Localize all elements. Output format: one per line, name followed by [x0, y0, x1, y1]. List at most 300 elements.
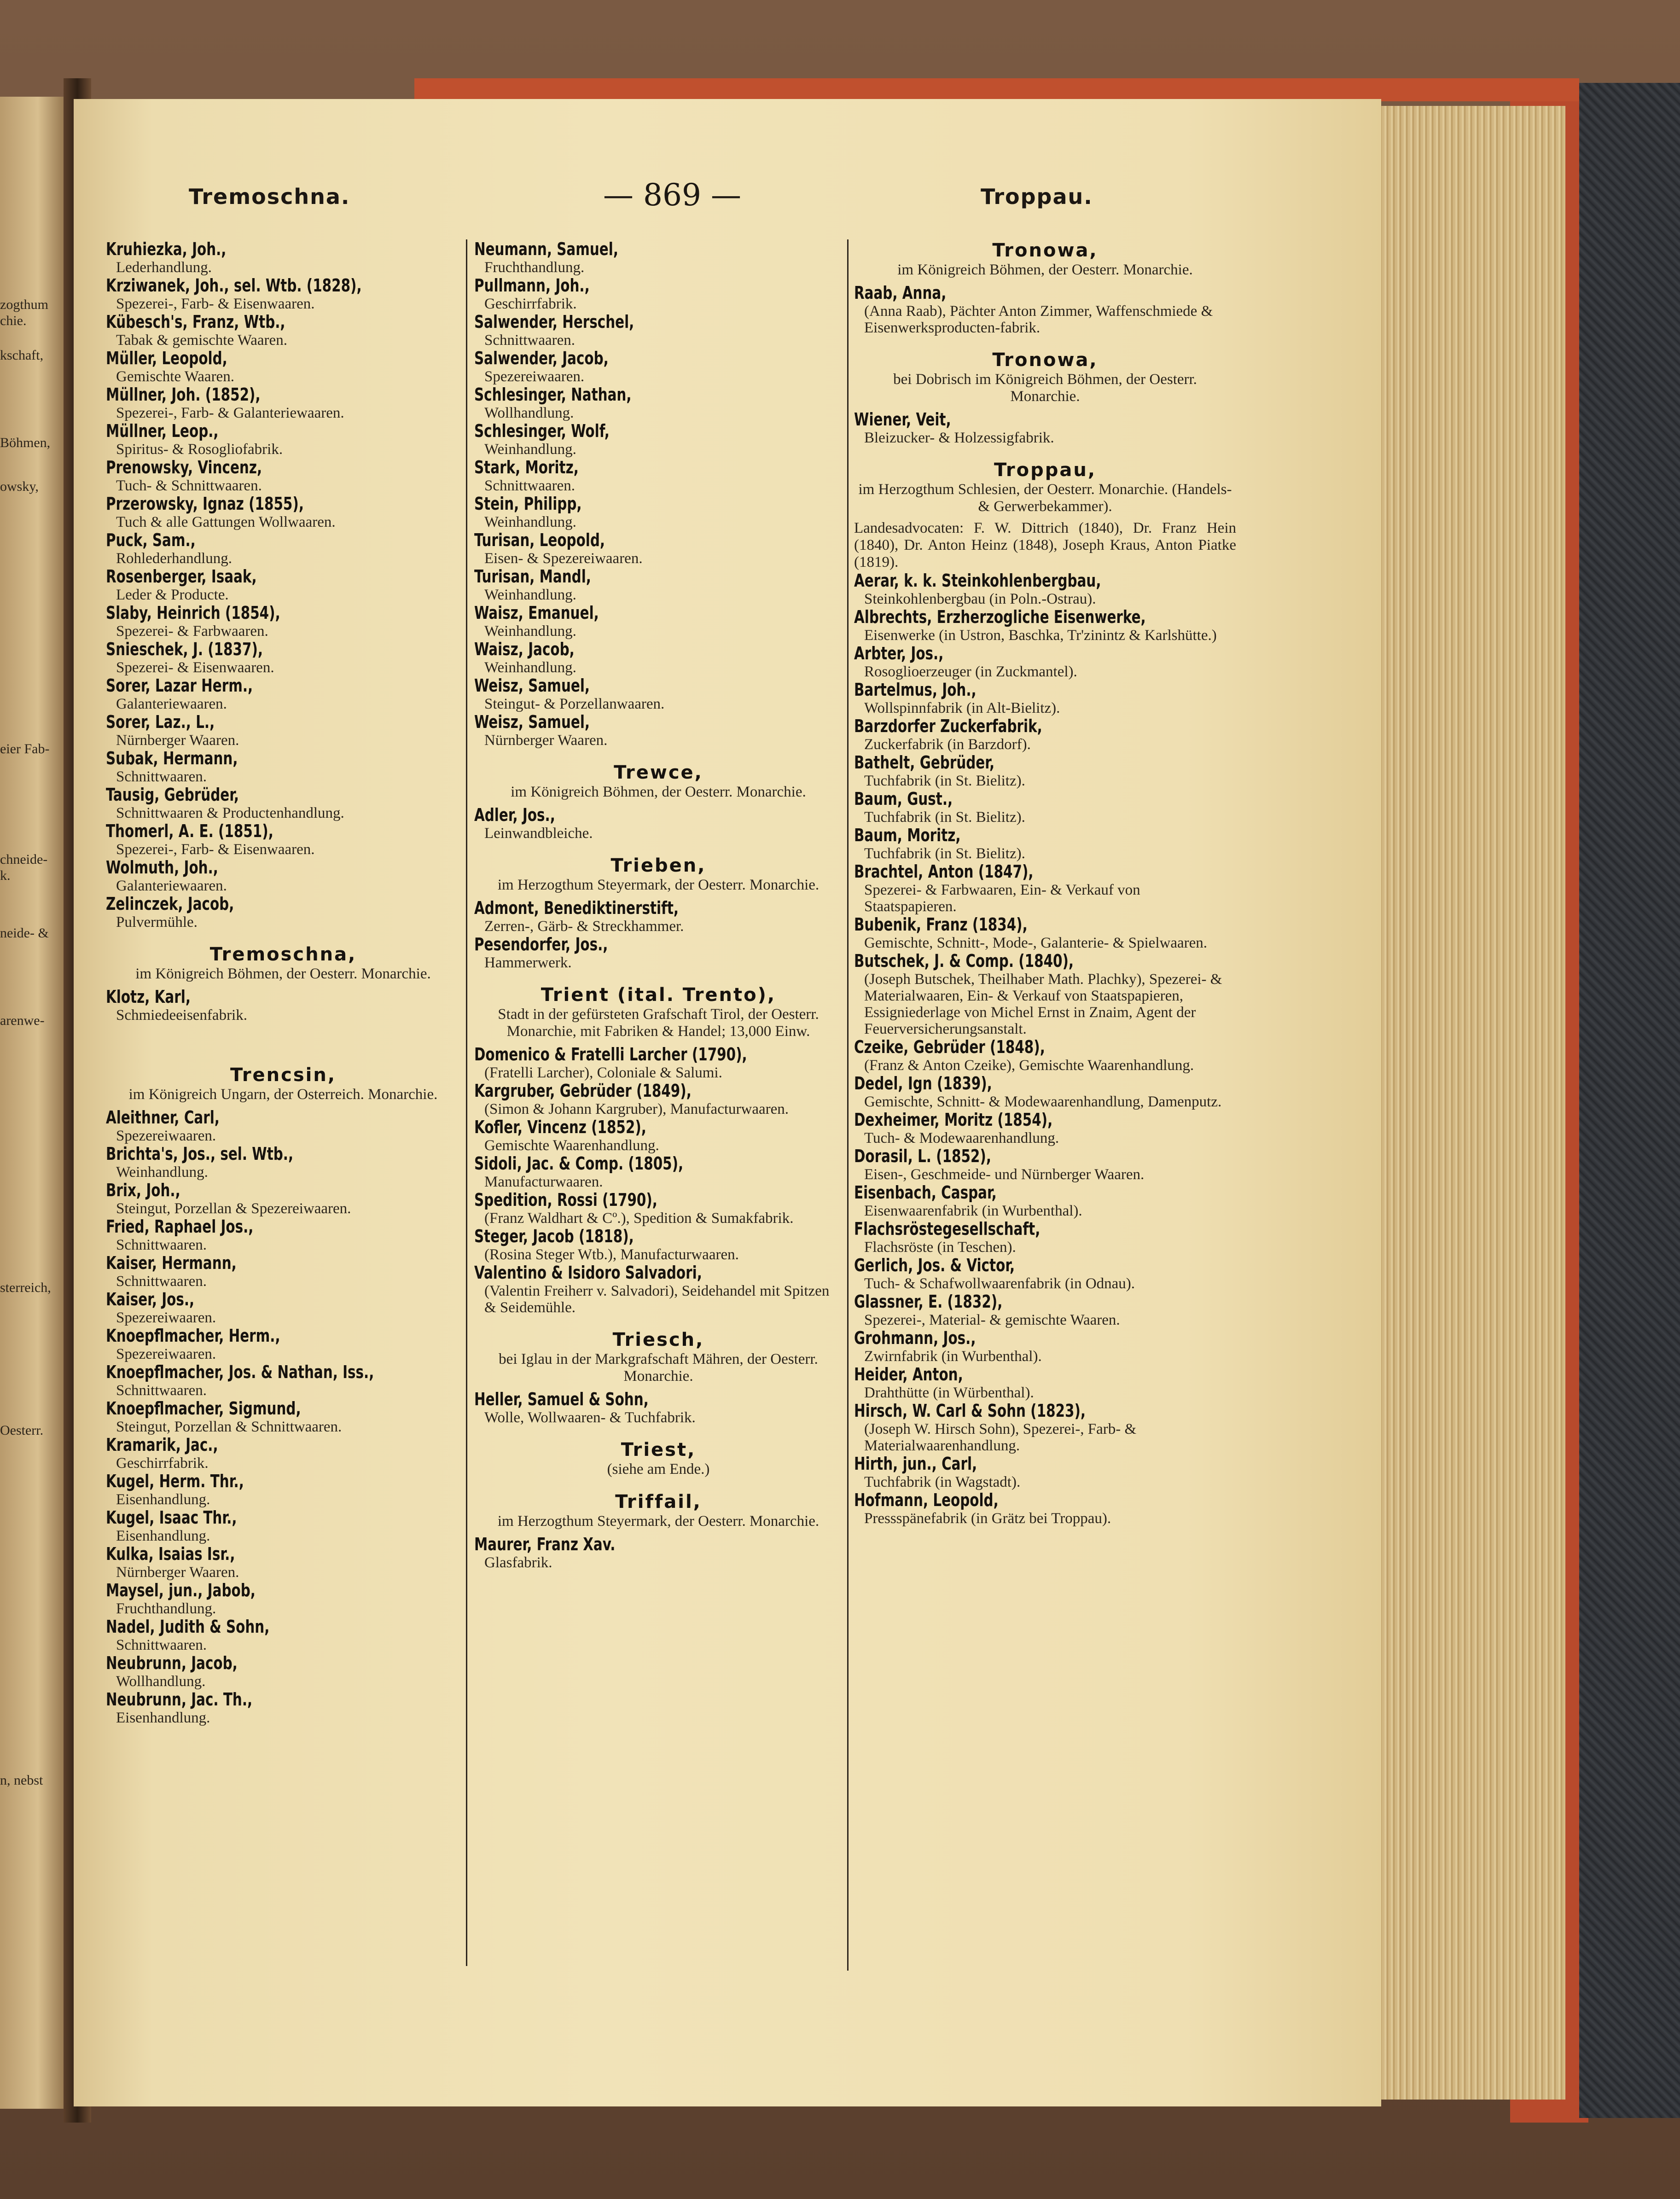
place-heading: Tronowa,: [992, 240, 1098, 261]
entry-description: Nürnberger Waaren.: [116, 732, 239, 749]
entry-name: Weisz, Samuel,: [474, 675, 590, 696]
entry-description: Spezerei-, Farb- & Galanteriewaaren.: [116, 405, 344, 421]
entry-name: Waisz, Emanuel,: [474, 603, 599, 623]
entry-description: (Anna Raab), Pächter Anton Zimmer, Waffenschmiede & Eisenwerksproducten-fabrik.: [864, 303, 1213, 336]
entry-name: Maysel, jun., Jabob,: [106, 1580, 256, 1600]
entry-name: Hirsch, W. Carl & Sohn (1823),: [854, 1401, 1086, 1421]
entry-description: Weinhandlung.: [484, 659, 576, 676]
entry-name: Admont, Benediktinerstift,: [474, 898, 679, 918]
directory-entry: [474, 458, 843, 494]
entry-description: Schnittwaaren.: [116, 768, 207, 785]
entry-description: Hammerwerk.: [484, 954, 572, 971]
directory-entry: [474, 640, 843, 676]
entry-name: Sorer, Lazar Herm.,: [106, 675, 253, 696]
directory-entry: [854, 1256, 1236, 1292]
directory-entry: [106, 494, 460, 530]
entry-description: (Simon & Johann Kargruber), Manufacturwaaren.: [484, 1101, 789, 1117]
entry-description: Spezerei- & Eisenwaaren.: [116, 659, 274, 676]
directory-entry: [106, 1399, 460, 1435]
entry-name: Kruhiezka, Joh.,: [106, 239, 227, 259]
entry-name: Kaiser, Hermann,: [106, 1253, 237, 1273]
entry-name: Baum, Gust.,: [854, 789, 953, 809]
book-cover: [1579, 83, 1680, 2118]
directory-entry: [854, 1110, 1236, 1146]
entry-name: Sorer, Laz., L.,: [106, 712, 215, 732]
directory-entry: [474, 1390, 843, 1426]
directory-entry: [106, 1544, 460, 1581]
entry-name: Kübesch's, Franz, Wtb.,: [106, 312, 285, 332]
place-heading: Triffail,: [615, 1491, 702, 1513]
entry-name: Domenico & Fratelli Larcher (1790),: [474, 1044, 747, 1065]
place-description: im Königreich Böhmen, der Oesterr. Monarchie.: [135, 966, 431, 982]
entry-description: Eisen-, Geschmeide- und Nürnberger Waaren.: [864, 1166, 1145, 1183]
directory-entry: [474, 530, 843, 567]
directory-entry: [474, 1081, 843, 1117]
place-description: (siehe am Ende.): [607, 1461, 710, 1478]
place-description: im Herzogthum Schlesien, der Oesterr. Monarchie. (Handels- & Gerwerbekammer).: [858, 481, 1232, 515]
directory-entry: [106, 1435, 460, 1472]
entry-description: Rohlederhandlung.: [116, 550, 233, 567]
left-page-fragment: zogthum: [0, 297, 48, 312]
directory-entry: [106, 1362, 460, 1399]
entry-name: Brachtel, Anton (1847),: [854, 861, 1034, 882]
entry-name: Pesendorfer, Jos.,: [474, 934, 608, 954]
entry-description: Nürnberger Waaren.: [484, 732, 608, 749]
entry-name: Kulka, Isaias Isr.,: [106, 1544, 235, 1564]
directory-entry: [106, 858, 460, 894]
entry-name: Knoepflmacher, Sigmund,: [106, 1398, 301, 1419]
entry-description: Weinhandlung.: [484, 441, 576, 458]
place-heading: Tremoschna,: [209, 944, 357, 965]
directory-entry: [474, 567, 843, 603]
entry-name: Schlesinger, Wolf,: [474, 421, 610, 441]
entry-description: Weinhandlung.: [484, 514, 576, 530]
place-heading: Triest,: [621, 1439, 696, 1460]
entry-name: Eisenbach, Caspar,: [854, 1182, 997, 1203]
entry-name: Grohmann, Jos.,: [854, 1328, 976, 1348]
entry-name: Raab, Anna,: [854, 283, 947, 303]
place-description: bei Iglau in der Markgrafschaft Mähren, der Oesterr. Monarchie.: [499, 1351, 818, 1385]
directory-entry: [106, 1217, 460, 1253]
entry-description: Drahthütte (in Würbenthal).: [864, 1385, 1034, 1401]
place-heading: Tronowa,: [992, 349, 1098, 371]
entry-description: Schnittwaaren.: [116, 1273, 207, 1290]
entry-description: (Valentin Freiherr v. Salvadori), Seidehandel mit Spitzen & Seidemühle.: [484, 1283, 830, 1316]
entry-name: Valentino & Isidoro Salvadori,: [474, 1262, 702, 1283]
directory-entry: [474, 1154, 843, 1190]
entry-description: Rosoglioerzeuger (in Zuckmantel).: [864, 663, 1077, 680]
directory-entry: [854, 1292, 1236, 1328]
entry-name: Kugel, Isaac Thr.,: [106, 1507, 237, 1528]
directory-entry: [106, 239, 460, 276]
entry-name: Barzdorfer Zuckerfabrik,: [854, 716, 1042, 736]
directory-entry: [474, 1190, 843, 1227]
directory-entry: [854, 826, 1236, 862]
entry-name: Dorasil, L. (1852),: [854, 1146, 992, 1166]
column-3: [854, 239, 1236, 1527]
directory-entry: [474, 935, 843, 971]
entry-description: Spezereiwaaren.: [484, 368, 585, 385]
directory-entry: [854, 1074, 1236, 1110]
place-heading: Trewce,: [614, 762, 703, 783]
left-page-fragment: kschaft,: [0, 348, 44, 363]
entry-name: Neubrunn, Jacob,: [106, 1653, 238, 1673]
entry-name: Heider, Anton,: [854, 1364, 963, 1385]
directory-entry: [106, 349, 460, 385]
entry-name: Spedition, Rossi (1790),: [474, 1190, 657, 1210]
left-page-fragment: eier Fab-: [0, 741, 50, 756]
entry-name: Flachsröstegesellschaft,: [854, 1219, 1041, 1239]
left-page-fragment: k.: [0, 868, 11, 883]
left-page-fragment: n, nebst: [0, 1773, 43, 1788]
entry-name: Thomerl, A. E. (1851),: [106, 821, 273, 841]
entry-name: Wiener, Veit,: [854, 409, 951, 430]
entry-name: Turisan, Leopold,: [474, 530, 605, 550]
directory-entry: [106, 1144, 460, 1181]
entry-description: Tuch- & Modewaarenhandlung.: [864, 1130, 1059, 1146]
entry-name: Adler, Jos.,: [474, 805, 555, 825]
running-head-left: Tremoschna.: [189, 184, 350, 209]
entry-description: Tuch- & Schnittwaaren.: [116, 477, 262, 494]
column-1: [106, 239, 460, 1726]
entry-name: Krziwanek, Joh., sel. Wtb. (1828),: [106, 275, 362, 296]
entry-name: Arbter, Jos.,: [854, 643, 944, 663]
entry-name: Müllner, Leop.,: [106, 421, 219, 441]
entry-description: Pressspänefabrik (in Grätz bei Troppau).: [864, 1510, 1111, 1527]
entry-description: Tuchfabrik (in St. Bielitz).: [864, 773, 1025, 789]
entry-name: Przerowsky, Ignaz (1855),: [106, 494, 304, 514]
entry-name: Tausig, Gebrüder,: [106, 785, 239, 805]
left-page-edge: [0, 97, 69, 2109]
directory-entry: [474, 676, 843, 712]
entry-description: Schnittwaaren.: [116, 1237, 207, 1253]
directory-entry: [854, 862, 1236, 915]
directory-entry: [854, 644, 1236, 680]
directory-entry: [106, 894, 460, 931]
directory-entry: [854, 1328, 1236, 1365]
entry-description: Manufacturwaaren.: [484, 1174, 603, 1190]
entry-name: Aleithner, Carl,: [106, 1107, 220, 1128]
directory-entry: [474, 712, 843, 749]
place-description: im Herzogthum Steyermark, der Oesterr. Monarchie.: [497, 877, 820, 893]
directory-entry: [854, 607, 1236, 644]
entry-description: Leder & Producte.: [116, 587, 229, 603]
entry-description: Eisenwaarenfabrik (in Wurbenthal).: [864, 1203, 1082, 1219]
entry-description: Steinkohlenbergbau (in Poln.-Ostrau).: [864, 591, 1096, 607]
entry-description: Schnittwaaren.: [116, 1637, 207, 1653]
left-page-fragment: sterreich,: [0, 1280, 51, 1295]
entry-description: Leinwandbleiche.: [484, 825, 593, 842]
entry-description: Spezerei- & Farbwaaren.: [116, 623, 268, 640]
directory-entry: [474, 1045, 843, 1081]
entry-description: Gemischte, Schnitt- & Modewaarenhandlung, Damenputz.: [864, 1094, 1222, 1110]
entry-description: Weinhandlung.: [484, 587, 576, 603]
directory-entry: [106, 567, 460, 603]
entry-description: Spezerei- & Farbwaaren, Ein- & Verkauf von Staatspapieren.: [864, 882, 1140, 915]
directory-entry: [106, 1617, 460, 1653]
directory-entry: [854, 716, 1236, 753]
entry-description: Gemischte Waaren.: [116, 368, 234, 385]
directory-entry: [474, 603, 843, 640]
entry-description: Tuchfabrik (in Wagstadt).: [864, 1474, 1021, 1490]
entry-name: Glassner, E. (1832),: [854, 1291, 1003, 1312]
directory-entry: [106, 1472, 460, 1508]
directory-entry: [106, 640, 460, 676]
directory-entry: [854, 1365, 1236, 1401]
entry-name: Wolmuth, Joh.,: [106, 857, 218, 878]
directory-entry: [474, 805, 843, 842]
entry-description: Steingut, Porzellan & Schnittwaaren.: [116, 1419, 342, 1435]
place-heading: Trencsin,: [230, 1065, 337, 1086]
column-2: [474, 239, 843, 1571]
entry-description: Zuckerfabrik (in Barzdorf).: [864, 736, 1031, 753]
running-head-right: Troppau.: [981, 184, 1093, 209]
directory-entry: [106, 1653, 460, 1690]
entry-name: Hofmann, Leopold,: [854, 1490, 999, 1510]
entry-name: Kargruber, Gebrüder (1849),: [474, 1081, 692, 1101]
entry-name: Bathelt, Gebrüder,: [854, 752, 995, 773]
directory-entry: [854, 1401, 1236, 1454]
column-rule: [466, 239, 467, 1966]
entry-name: Butschek, J. & Comp. (1840),: [854, 951, 1074, 971]
entry-name: Bartelmus, Joh.,: [854, 680, 977, 700]
entry-description: Spezereiwaaren.: [116, 1346, 216, 1362]
directory-entry: [106, 1181, 460, 1217]
entry-name: Knoepflmacher, Jos. & Nathan, Iss.,: [106, 1362, 374, 1382]
entry-name: Prenowsky, Vincenz,: [106, 457, 262, 477]
entry-name: Brix, Joh.,: [106, 1180, 180, 1200]
column-rule: [847, 239, 849, 1971]
directory-entry: [106, 1326, 460, 1362]
directory-entry: [106, 1690, 460, 1726]
entry-description: Geschirrfabrik.: [116, 1455, 209, 1472]
entry-description: Spezerei-, Farb- & Eisenwaaren.: [116, 296, 315, 312]
entry-name: Weisz, Samuel,: [474, 712, 590, 732]
entry-description: Spezerei-, Material- & gemischte Waaren.: [864, 1312, 1120, 1328]
directory-entry: [474, 1535, 843, 1571]
entry-description: (Franz & Anton Czeike), Gemischte Waarenhandlung.: [864, 1057, 1194, 1074]
entry-description: Wolle, Wollwaaren- & Tuchfabrik.: [484, 1409, 696, 1426]
entry-name: Waisz, Jacob,: [474, 639, 575, 659]
entry-description: Galanteriewaaren.: [116, 878, 227, 894]
directory-entry: [474, 385, 843, 421]
left-page-fragment: Böhmen,: [0, 435, 51, 450]
entry-description: Tuchfabrik (in St. Bielitz).: [864, 845, 1025, 862]
entry-name: Albrechts, Erzherzogliche Eisenwerke,: [854, 607, 1146, 627]
entry-description: Spezereiwaaren.: [116, 1309, 216, 1326]
place-heading: Trieben,: [610, 855, 706, 876]
entry-name: Müllner, Joh. (1852),: [106, 384, 261, 405]
entry-description: Flachsröste (in Teschen).: [864, 1239, 1016, 1256]
place-heading: Triesch,: [612, 1329, 704, 1350]
entry-description: Steingut, Porzellan & Spezereiwaaren.: [116, 1200, 351, 1217]
entry-name: Sidoli, Jac. & Comp. (1805),: [474, 1153, 684, 1174]
directory-entry: [106, 676, 460, 712]
entry-description: Tuchfabrik (in St. Bielitz).: [864, 809, 1025, 826]
page-edge-top: [414, 78, 1579, 101]
entry-name: Nadel, Judith & Sohn,: [106, 1617, 270, 1637]
entry-description: Fruchthandlung.: [484, 259, 585, 276]
entry-description: Eisenhandlung.: [116, 1710, 210, 1726]
entry-description: Schmiedeeisenfabrik.: [116, 1007, 247, 1024]
directory-entry: [854, 951, 1236, 1037]
directory-entry: [106, 1253, 460, 1290]
directory-entry: [854, 410, 1236, 446]
entry-name: Kugel, Herm. Thr.,: [106, 1471, 244, 1491]
entry-name: Gerlich, Jos. & Victor,: [854, 1255, 1015, 1275]
entry-name: Stein, Philipp,: [474, 494, 582, 514]
directory-entry: [106, 987, 460, 1024]
directory-entry: [106, 785, 460, 821]
entry-description: (Franz Waldhart & Cº.), Spedition & Sumakfabrik.: [484, 1210, 794, 1227]
entry-name: Knoepflmacher, Herm.,: [106, 1326, 280, 1346]
entry-name: Neumann, Samuel,: [474, 239, 618, 259]
entry-description: Tuch & alle Gattungen Wollwaaren.: [116, 514, 336, 530]
entry-description: Weinhandlung.: [484, 623, 576, 640]
place-description: bei Dobrisch im Königreich Böhmen, der Oesterr. Monarchie.: [893, 371, 1197, 405]
left-page-fragment: chie.: [0, 313, 27, 328]
directory-entry: [106, 1581, 460, 1617]
entry-name: Salwender, Jacob,: [474, 348, 609, 368]
left-page-fragment: owsky,: [0, 479, 39, 494]
directory-entry: [474, 1227, 843, 1263]
entry-name: Aerar, k. k. Steinkohlenbergbau,: [854, 570, 1101, 591]
entry-name: Rosenberger, Isaak,: [106, 566, 257, 587]
directory-entry: [854, 1037, 1236, 1074]
entry-description: Pulvermühle.: [116, 914, 198, 931]
entry-name: Kaiser, Jos.,: [106, 1289, 195, 1309]
entry-name: Snieschek, J. (1837),: [106, 639, 263, 659]
directory-entry: [106, 749, 460, 785]
entry-name: Kramarik, Jac.,: [106, 1435, 218, 1455]
directory-entry: [106, 530, 460, 567]
entry-description: Bleizucker- & Holzessigfabrik.: [864, 430, 1054, 446]
entry-name: Czeike, Gebrüder (1848),: [854, 1037, 1045, 1057]
entry-name: Kofler, Vincenz (1852),: [474, 1117, 646, 1137]
entry-name: Baum, Moritz,: [854, 825, 961, 845]
entry-name: Heller, Samuel & Sohn,: [474, 1389, 649, 1409]
entry-description: Spezereiwaaren.: [116, 1128, 216, 1144]
entry-description: Zwirnfabrik (in Wurbenthal).: [864, 1348, 1042, 1365]
directory-entry: [106, 1508, 460, 1544]
lawyers-list: Landesadvocaten: F. W. Dittrich (1840), Dr. Franz Hein (1840), Dr. Anton Heinz (1848), Joseph Kraus, Anton Piatke (1819).: [854, 520, 1236, 570]
entry-name: Slaby, Heinrich (1854),: [106, 603, 280, 623]
directory-entry: [106, 821, 460, 858]
entry-name: Turisan, Mandl,: [474, 566, 591, 587]
entry-name: Puck, Sam.,: [106, 530, 196, 550]
place-heading: Troppau,: [994, 460, 1097, 481]
left-page-fragment: Oesterr.: [0, 1423, 44, 1438]
entry-name: Stark, Moritz,: [474, 457, 579, 477]
page-stack: [1377, 106, 1565, 2100]
place-heading: Trient (ital. Trento),: [541, 984, 776, 1006]
directory-entry: [106, 603, 460, 640]
directory-entry: [854, 283, 1236, 336]
entry-description: Schnittwaaren.: [116, 1382, 207, 1399]
entry-description: Schnittwaaren & Productenhandlung.: [116, 805, 344, 821]
entry-description: Tabak & gemischte Waaren.: [116, 332, 287, 349]
left-page-fragment: arenwe-: [0, 1013, 45, 1028]
entry-description: Schnittwaaren.: [484, 477, 576, 494]
entry-description: Wollhandlung.: [484, 405, 574, 421]
entry-description: Glasfabrik.: [484, 1554, 552, 1571]
entry-description: Wollspinnfabrik (in Alt-Bielitz).: [864, 700, 1060, 716]
entry-description: Eisenhandlung.: [116, 1491, 210, 1508]
entry-description: Geschirrfabrik.: [484, 296, 577, 312]
directory-entry: [106, 385, 460, 421]
directory-entry: [474, 1117, 843, 1154]
entry-name: Dexheimer, Moritz (1854),: [854, 1110, 1053, 1130]
directory-entry: [106, 312, 460, 349]
entry-description: Tuch- & Schafwollwaarenfabrik (in Odnau).: [864, 1275, 1135, 1292]
directory-entry: [854, 1146, 1236, 1183]
entry-description: Galanteriewaaren.: [116, 696, 227, 712]
place-description: im Königreich Böhmen, der Oesterr. Monarchie.: [897, 262, 1193, 278]
directory-entry: [854, 915, 1236, 951]
entry-name: Brichta's, Jos., sel. Wtb.,: [106, 1144, 294, 1164]
entry-description: Lederhandlung.: [116, 259, 212, 276]
directory-entry: [854, 1454, 1236, 1490]
entry-description: Gemischte Waarenhandlung.: [484, 1137, 659, 1154]
entry-description: (Joseph W. Hirsch Sohn), Spezerei-, Farb- & Materialwaarenhandlung.: [864, 1421, 1137, 1454]
entry-description: Wollhandlung.: [116, 1673, 206, 1690]
entry-description: Steingut- & Porzellanwaaren.: [484, 696, 665, 712]
entry-name: Hirth, jun., Carl,: [854, 1454, 977, 1474]
directory-entry: [474, 312, 843, 349]
directory-entry: [854, 1219, 1236, 1256]
entry-name: Schlesinger, Nathan,: [474, 384, 632, 405]
directory-entry: [474, 421, 843, 458]
entry-description: Fruchthandlung.: [116, 1600, 216, 1617]
entry-description: Nürnberger Waaren.: [116, 1564, 239, 1581]
directory-entry: [106, 276, 460, 312]
entry-name: Salwender, Herschel,: [474, 312, 634, 332]
entry-description: Weinhandlung.: [116, 1164, 208, 1181]
directory-entry: [854, 1490, 1236, 1527]
directory-entry: [474, 898, 843, 935]
directory-entry: [474, 239, 843, 276]
directory-entry: [854, 789, 1236, 826]
place-description: Stadt in der gefürsteten Grafschaft Tirol, der Oesterr. Monarchie, mit Fabriken & Handel; 13,000 Einw.: [498, 1006, 819, 1040]
directory-entry: [854, 571, 1236, 607]
entry-description: Eisenhandlung.: [116, 1528, 210, 1544]
directory-entry: [106, 1108, 460, 1144]
directory-entry: [106, 458, 460, 494]
entry-name: Neubrunn, Jac. Th.,: [106, 1689, 253, 1710]
entry-name: Bubenik, Franz (1834),: [854, 914, 1028, 935]
entry-name: Subak, Hermann,: [106, 748, 238, 768]
entry-description: (Fratelli Larcher), Coloniale & Salumi.: [484, 1065, 722, 1081]
directory-entry: [474, 494, 843, 530]
entry-description: Spiritus- & Rosogliofabrik.: [116, 441, 283, 458]
page-number: — 869 —: [603, 177, 741, 213]
directory-entry: [106, 421, 460, 458]
entry-name: Dedel, Ign (1839),: [854, 1073, 992, 1094]
left-page-fragment: neide- &: [0, 925, 49, 941]
entry-name: Müller, Leopold,: [106, 348, 227, 368]
entry-description: Gemischte, Schnitt-, Mode-, Galanterie- & Spielwaaren.: [864, 935, 1208, 951]
left-page-fragment: chneide-: [0, 852, 48, 867]
directory-entry: [854, 753, 1236, 789]
place-description: im Königreich Ungarn, der Osterreich. Monarchie.: [128, 1086, 438, 1103]
entry-name: Zelinczek, Jacob,: [106, 894, 234, 914]
entry-description: Eisenwerke (in Ustron, Baschka, Tr'zinintz & Karlshütte.): [864, 627, 1217, 644]
directory-entry: [474, 276, 843, 312]
place-description: im Königreich Böhmen, der Oesterr. Monarchie.: [511, 784, 806, 800]
directory-entry: [474, 1263, 843, 1316]
directory-entry: [106, 712, 460, 749]
entry-description: Schnittwaaren.: [484, 332, 576, 349]
